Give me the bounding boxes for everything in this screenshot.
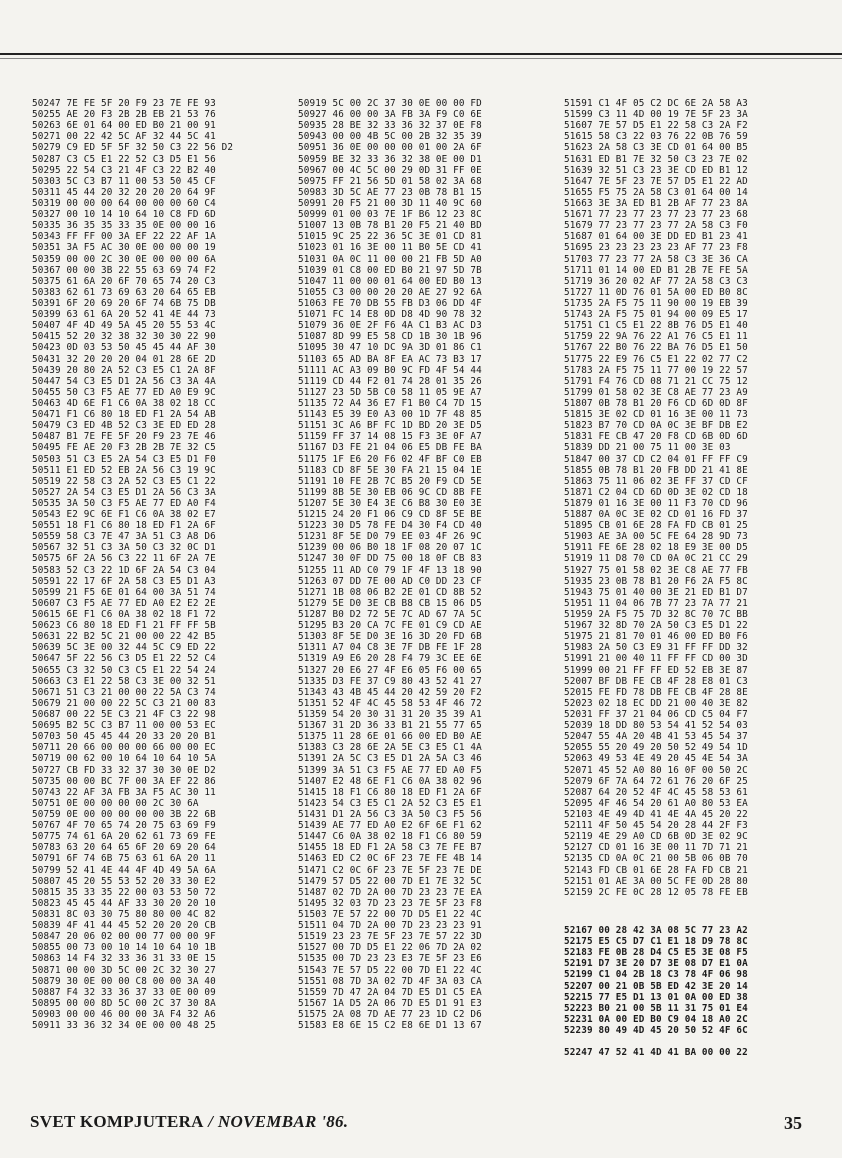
listing-line: 51039 01 C8 00 ED B0 21 97 5D 7B: [298, 264, 482, 276]
listing-line: 51047 11 00 00 01 64 00 ED B0 13: [298, 275, 482, 287]
listing-line: 51695 23 23 23 23 23 AF 77 23 F8: [564, 242, 748, 254]
listing-line: 51263 07 DD 7E 00 AD C0 DD 23 CF: [298, 575, 482, 587]
listing-line: 52199 C1 04 2B 18 C3 78 4F 06 98: [564, 969, 748, 981]
listing-line: 52063 49 53 4E 49 20 45 4E 54 3A: [564, 753, 748, 765]
listing-line: 50511 E1 ED 52 EB 2A 56 C3 19 9C: [32, 464, 216, 476]
listing-line: 52183 FE 0B 28 D4 C5 E5 3E 08 F5: [564, 947, 748, 959]
listing-line: 52191 D7 3E 20 D7 3E 08 D7 E1 0A: [564, 958, 748, 970]
listing-line: 52071 45 52 A0 80 16 0F 00 50 2C: [564, 764, 748, 776]
listing-line: 50735 00 00 BC 7F 00 3A EF 22 86: [32, 775, 216, 787]
listing-line: 50855 00 73 00 10 14 10 64 10 1B: [32, 942, 216, 954]
listing-line: 50455 50 C3 F5 AE 77 ED A0 E9 9C: [32, 386, 216, 398]
listing-line: 51207 5E 30 E4 3E C6 B8 30 E0 3E: [298, 497, 482, 509]
listing-line: 50831 8C 03 30 75 80 80 00 4C 82: [32, 908, 216, 920]
listing-line: 50983 3D 5C AE 77 23 0B 78 B1 15: [298, 186, 482, 198]
listing-line: 52055 55 20 49 20 50 52 49 54 1D: [564, 742, 748, 754]
page-number: 35: [784, 1113, 802, 1133]
listing-line: 50543 E2 9C 6E F1 C6 0A 38 02 E7: [32, 509, 216, 521]
listing-line: 50639 5C 3E 00 32 44 5C C9 ED 22: [32, 642, 216, 654]
listing-column-1: [32, 98, 287, 1031]
listing-line: 51455 18 ED F1 2A 58 C3 7E FE B7: [298, 842, 482, 854]
listing-line: 51391 2A 5C C3 E5 D1 2A 5A C3 46: [298, 753, 482, 765]
listing-line: 50351 3A F5 AC 30 0E 00 00 00 19: [32, 242, 216, 254]
listing-line: 52047 55 4A 20 4B 41 53 45 54 37: [564, 731, 748, 743]
listing-line: 51551 08 7D 3A 02 7D 4F 3A 03 CA: [298, 975, 482, 987]
listing-line: 51615 58 C3 22 03 76 22 0B 76 59: [564, 131, 748, 143]
listing-line: 51567 1A D5 2A 06 7D E5 D1 91 E3: [298, 997, 482, 1009]
listing-line: 51111 AC A3 09 B0 9C FD 4F 54 44: [298, 364, 482, 376]
listing-line: 52247 47 52 41 4D 41 BA 00 00 22: [564, 1047, 748, 1059]
listing-line: 51647 7E 5F 23 7E 57 D5 E1 22 AD: [564, 175, 748, 187]
listing-line: 52215 77 E5 D1 13 01 0A 00 ED 38: [564, 991, 748, 1003]
listing-line: 51271 1B 08 06 B2 2E 01 CD 8B 52: [298, 586, 482, 598]
listing-line: 50951 36 0E 00 00 00 01 00 2A 6F: [298, 142, 482, 154]
listing-line: 51415 18 F1 C6 80 18 ED F1 2A 6F: [298, 786, 482, 798]
listing-line: 51071 FC 14 E8 0D D8 4D 90 78 32: [298, 309, 482, 321]
listing-line: 51791 F4 76 CD 08 71 21 CC 75 12: [564, 375, 748, 387]
listing-line: 51087 8D 99 E5 58 CD 1B 30 1B 96: [298, 331, 482, 343]
listing-line: 50903 00 00 46 00 00 3A F4 32 A6: [32, 1008, 216, 1020]
listing-line: 52039 18 DD 80 53 54 41 52 54 03: [564, 720, 748, 732]
listing-line: 51815 3E 02 CD 01 16 3E 00 11 73: [564, 409, 748, 421]
listing-line: 52143 FD CB 01 6E 28 FA FD CB 21: [564, 864, 748, 876]
listing-line: 51951 11 04 06 7B 77 23 7A 77 21: [564, 597, 748, 609]
listing-line: 51751 C1 C5 E1 22 8B 76 D5 E1 40: [564, 320, 748, 332]
listing-line: 50423 0D 03 53 50 45 45 44 AF 30: [32, 342, 216, 354]
top-rule: [0, 53, 842, 55]
footer-separator: /: [203, 1112, 218, 1131]
listing-line: 50919 5C 00 2C 37 30 0E 00 00 FD: [298, 98, 482, 109]
listing-line: 50631 22 B2 5C 21 00 00 22 42 B5: [32, 631, 216, 643]
listing-line: 50703 50 45 45 44 20 33 20 20 B1: [32, 731, 216, 743]
listing-line: 52031 FF 37 21 04 06 CD C5 04 F7: [564, 709, 748, 721]
listing-line: 50783 63 20 64 65 6F 20 69 20 64: [32, 842, 216, 854]
listing-line: 51831 FE CB 47 20 F8 CD 6B 0D 6D: [564, 431, 748, 443]
listing-line: 51607 7E 57 D5 E1 22 58 C3 2A F2: [564, 120, 748, 132]
magazine-name: SVET KOMPJUTERA: [30, 1112, 204, 1131]
listing-line: 50999 01 00 03 7E 1F B6 12 23 8C: [298, 209, 482, 221]
listing-line: 51495 32 03 7D 23 23 7E 5F 23 F8: [298, 897, 482, 909]
listing-line: 51031 0A 0C 11 00 00 21 FB 5D A0: [298, 253, 482, 265]
listing-line: 52103 4E 49 4D 41 4E 4A 45 20 22: [564, 809, 748, 820]
listing-line: 50495 FE AE 20 F3 2B 2B 7E 32 C5: [32, 442, 216, 454]
listing-line: 51687 01 64 00 3E DD ED B1 23 41: [564, 231, 748, 243]
listing-line: 52223 B0 21 00 5B 11 31 75 01 E4: [564, 1002, 748, 1014]
listing-line: 50623 C6 80 18 ED F1 21 FF FF 5B: [32, 620, 216, 632]
listing-line: 50727 CB FD 33 32 37 30 30 0E D2: [32, 764, 216, 776]
listing-line: 51583 E8 6E 15 C2 E8 6E D1 13 67: [298, 1020, 482, 1032]
listing-line: 50559 58 C3 7E 47 3A 51 C3 A8 D6: [32, 531, 216, 543]
listing-line: 52159 2C FE 0C 28 12 05 78 FE EB: [564, 886, 748, 898]
listing-line: 50375 61 6A 20 6F 70 65 74 20 C3: [32, 275, 216, 287]
listing-line: 50335 36 35 35 33 35 0E 00 00 16: [32, 220, 216, 232]
listing-line: 51703 77 23 77 2A 58 C3 3E 36 CA: [564, 253, 748, 265]
listing-line: 51191 10 FE 2B 7C B5 20 F9 CD 5E: [298, 475, 482, 487]
listing-line: 51319 A9 E6 20 28 F4 79 3C EE 6E: [298, 653, 482, 665]
listing-line: 50271 00 22 42 5C AF 32 44 5C 41: [32, 131, 216, 143]
listing-line: 50991 20 F5 21 00 3D 11 40 9C 60: [298, 197, 482, 209]
listing-line: 50551 18 F1 C6 80 18 ED F1 2A 6F: [32, 520, 216, 532]
listing-line: 50463 4D 6E F1 C6 0A 38 02 18 CC: [32, 397, 216, 409]
listing-line: 51399 3A 51 C3 F5 AE 77 ED A0 F5: [298, 764, 482, 776]
listing-line: 50303 5C C3 B7 11 00 53 50 45 CF: [32, 175, 216, 187]
listing-line: 50791 6F 74 6B 75 63 61 6A 20 11: [32, 853, 216, 865]
listing-line: 50471 F1 C6 80 18 ED F1 2A 54 AB: [32, 409, 216, 421]
listing-column-2: [298, 98, 553, 1031]
listing-line: 52151 01 AE 3A 00 5C FE 0D 28 80: [564, 875, 748, 887]
listing-line: 52231 0A 00 ED B0 C9 04 18 A0 2C: [564, 1013, 748, 1025]
listing-line: 52207 00 21 0B 5B ED 42 3E 20 14: [564, 980, 748, 992]
page-footer: [30, 1112, 810, 1136]
listing-line: 51839 DD 21 00 75 11 00 3E 03: [564, 442, 731, 454]
listing-line: 50295 22 54 C3 21 4F C3 22 B2 40: [32, 164, 216, 176]
listing-line: 51311 A7 04 C8 3E 7F DB FE 1F 28: [298, 642, 482, 654]
listing-line: 51287 B0 D2 72 5E 7C AD 67 7A 5C: [298, 609, 482, 621]
listing-line: 51239 00 06 B0 18 1F 08 20 07 1C: [298, 542, 482, 554]
listing-line: 51423 54 C3 E5 C1 2A 52 C3 E5 E1: [298, 797, 482, 809]
listing-line: 51663 3E 3A ED B1 2B AF 77 23 8A: [564, 197, 748, 209]
listing-line: 50311 45 44 20 32 20 20 20 64 9F: [32, 186, 216, 198]
listing-line: 51447 C6 0A 38 02 18 F1 C6 80 59: [298, 831, 482, 843]
listing-line: 50519 22 58 C3 2A 52 C3 E5 C1 22: [32, 475, 216, 487]
listing-line: 51431 D1 2A 56 C3 3A 50 C3 F5 56: [298, 809, 482, 820]
listing-line: 50263 6E 01 64 00 ED B0 21 00 91: [32, 120, 216, 132]
listing-line: 51671 77 23 77 23 77 23 77 23 68: [564, 209, 748, 221]
listing-line: 50567 32 51 C3 3A 50 C3 32 0C D1: [32, 542, 216, 554]
listing-line: 50607 C3 F5 AE 77 ED A0 E2 E2 2E: [32, 597, 216, 609]
listing-line: 51991 21 00 40 11 FF FF CD 00 3D: [564, 653, 748, 665]
listing-line: 51879 01 16 3E 00 11 F3 70 CD 96: [564, 497, 748, 509]
listing-line: 50327 00 10 14 10 64 10 C8 FD 6D: [32, 209, 216, 221]
listing-line: 51119 CD 44 F2 01 74 28 01 35 26: [298, 375, 482, 387]
listing-line: 51727 11 0D 76 01 5A 00 ED B0 8C: [564, 286, 748, 298]
listing-line: 50935 28 BE 32 33 36 32 37 0E F8: [298, 120, 482, 132]
listing-line: 51511 04 7D 2A 00 7D 23 23 23 91: [298, 920, 482, 932]
listing-line: 51055 C3 00 00 20 20 AE 27 92 6A: [298, 286, 482, 298]
listing-line: 51999 00 21 FF FF ED 52 EB 3E 87: [564, 664, 748, 676]
listing-line: 50711 20 66 00 00 00 66 00 00 EC: [32, 742, 216, 754]
listing-line: 50591 22 17 6F 2A 58 C3 E5 D1 A3: [32, 575, 216, 587]
listing-line: 51487 02 7D 2A 00 7D 23 23 7E EA: [298, 886, 482, 898]
listing-line: 51591 C1 4F 05 C2 DC 6E 2A 58 A3: [564, 98, 748, 109]
listing-line: 50895 00 00 8D 5C 00 2C 37 30 8A: [32, 997, 216, 1009]
listing-line: 51367 31 2D 36 33 B1 21 55 77 65: [298, 720, 482, 732]
listing-line: 51351 52 4F 4C 45 58 53 4F 46 72: [298, 697, 482, 709]
listing-line: 51631 ED B1 7E 32 50 C3 23 7E 02: [564, 153, 748, 165]
listing-line: 51223 30 D5 78 FE D4 30 F4 CD 40: [298, 520, 482, 532]
listing-line: 51175 1F E6 20 F6 02 4F BF C0 EB: [298, 453, 482, 465]
listing-line: 50319 00 00 00 64 00 00 00 60 C4: [32, 197, 216, 209]
listing-line: 51519 23 23 7E 5F 23 7E 57 22 3D: [298, 931, 482, 943]
listing-line: 51007 13 0B 78 B1 20 F5 21 40 BD: [298, 220, 482, 232]
listing-line: 50663 C3 E1 22 58 C3 3E 00 32 51: [32, 675, 216, 687]
listing-line: 51159 FF 37 14 08 15 F3 3E 0F A7: [298, 431, 482, 443]
listing-line: 50743 22 AF 3A FB 3A F5 AC 30 11: [32, 786, 216, 798]
listing-line: 51167 D3 FE 21 04 06 E5 DB FE BA: [298, 442, 482, 454]
listing-line: 50399 63 61 6A 20 52 41 4E 44 73: [32, 309, 216, 321]
listing-line: 52119 4E 29 A0 CD 6B 0D 3E 02 9C: [564, 831, 748, 843]
listing-line: 51863 75 11 06 02 3E FF 37 CD CF: [564, 475, 748, 487]
listing-line: 50255 AE 20 F3 2B 2B EB 21 53 76: [32, 109, 216, 121]
listing-line: 52007 BF DB FE CB 4F 28 E8 01 C3: [564, 675, 748, 687]
listing-line: 51151 3C A6 BF FC 1D BD 20 3E D5: [298, 420, 482, 432]
listing-line: 50799 52 41 4E 44 4F 4D 49 5A 6A: [32, 864, 216, 876]
listing-line: 51303 8F 5E D0 3E 16 3D 20 FD 6B: [298, 631, 482, 643]
listing-line: 50383 62 61 73 69 63 20 64 65 EB: [32, 286, 216, 298]
listing-line: 51927 75 01 58 02 3E C8 AE 77 FB: [564, 564, 748, 576]
listing-line: 51943 75 01 40 00 3E 21 ED B1 D7: [564, 586, 748, 598]
listing-line: 50479 C3 ED 4B 52 C3 3E ED ED 28: [32, 420, 216, 432]
listing-line: 52015 FE FD 78 DB FE CB 4F 28 8E: [564, 686, 748, 698]
listing-line: 51903 AE 3A 00 5C FE 64 28 9D 73: [564, 531, 748, 543]
listing-line: 50487 B1 7E FE 5F 20 F9 23 7E 46: [32, 431, 216, 443]
listing-line: 50751 0E 00 00 00 00 2C 30 6A: [32, 797, 199, 809]
listing-line: 52079 6F 7A 64 72 61 76 20 6F 25: [564, 775, 748, 787]
listing-line: 51231 8F 5E D0 79 EE 03 4F 26 9C: [298, 531, 482, 543]
listing-line: 51919 11 D8 70 CD 0A 0C 21 CC 29: [564, 553, 748, 565]
listing-line: 51279 5E D0 3E CB B8 CB 15 06 D5: [298, 597, 482, 609]
issue-date: NOVEMBAR '86.: [217, 1112, 349, 1131]
listing-line: 50415 52 20 32 38 32 30 30 22 90: [32, 331, 216, 343]
listing-line: 51759 22 9A 76 22 A1 76 C5 E1 11: [564, 331, 748, 343]
listing-line: 51079 36 0E 2F F6 4A C1 B3 AC D3: [298, 320, 482, 332]
listing-line: 52175 E5 C5 D7 C1 E1 18 D9 78 8C: [564, 936, 748, 948]
listing-line: 50679 21 00 00 22 5C C3 21 00 83: [32, 697, 216, 709]
listing-line: 51255 11 AD C0 79 1F 4F 13 18 90: [298, 564, 482, 576]
listing-line: 51911 FE 6E 28 02 18 E9 3E 00 D5: [564, 542, 748, 554]
listing-line: 51799 01 58 02 3E C8 AE 77 23 A9: [564, 386, 748, 398]
listing-line: 51127 23 5D 5B C0 58 11 05 9E A7: [298, 386, 482, 398]
listing-line: 51743 2A F5 75 01 94 00 09 E5 17: [564, 309, 748, 321]
listing-line: 52239 80 49 4D 45 20 50 52 4F 6C: [564, 1024, 748, 1036]
listing-line: 50687 00 22 5E C3 21 4F C3 22 98: [32, 709, 216, 721]
listing-line: 50343 FF FF 00 3A EF 22 22 AF 1A: [32, 231, 216, 243]
listing-line: 50927 46 00 00 3A FB 3A F9 C0 6E: [298, 109, 482, 121]
listing-line: 51847 00 37 CD C2 04 01 FF FF C9: [564, 453, 748, 465]
listing-line: 50967 00 4C 5C 00 29 0D 31 FF 0E: [298, 164, 482, 176]
listing-line: 52087 64 20 52 4F 4C 45 58 53 61: [564, 786, 748, 798]
listing-line: 50647 5F 22 56 C3 D5 E1 22 52 C4: [32, 653, 216, 665]
listing-line: 51327 20 E6 27 4F E6 05 F6 00 65: [298, 664, 482, 676]
listing-line: 50823 45 45 44 AF 33 30 20 20 10: [32, 897, 216, 909]
listing-line: 52167 00 28 42 3A 08 5C 77 23 A2: [564, 925, 748, 936]
listing-line: 50287 C3 C5 E1 22 52 C3 D5 E1 56: [32, 153, 216, 165]
listing-line: 51335 D3 FE 37 C9 80 43 52 41 27: [298, 675, 482, 687]
listing-line: 50583 52 C3 22 1D 6F 2A 54 C3 04: [32, 564, 216, 576]
listing-line: 51359 54 20 30 31 31 20 35 39 A1: [298, 709, 482, 721]
listing-line: 51983 2A 50 C3 E9 31 FF FF DD 32: [564, 642, 748, 654]
listing-line: 51463 ED C2 0C 6F 23 7E FE 4B 14: [298, 853, 482, 865]
listing-line: 50911 33 36 32 34 0E 00 00 48 25: [32, 1020, 216, 1032]
listing-line: 50535 3A 50 C3 F5 AE 77 ED A0 F4: [32, 497, 216, 509]
listing-line: 50839 4F 41 44 45 52 20 20 20 CB: [32, 920, 216, 932]
listing-line: 50447 54 C3 E5 D1 2A 56 C3 3A 4A: [32, 375, 216, 387]
listing-line: 50527 2A 54 C3 E5 D1 2A 56 C3 3A: [32, 486, 216, 498]
listing-line: 51295 B3 20 CA 7C FE 01 C9 CD AE: [298, 620, 482, 632]
listing-line: 51975 21 81 70 01 46 00 ED B0 F6: [564, 631, 748, 643]
listing-column-4-bold: [564, 925, 819, 1058]
listing-line: 51375 11 28 6E 01 66 00 ED B0 AE: [298, 731, 482, 743]
listing-line: 50407 4F 4D 49 5A 45 20 55 53 4C: [32, 320, 216, 332]
listing-line: 51871 C2 04 CD 6D 0D 3E 02 CD 18: [564, 486, 748, 498]
listing-line: 51439 AE 77 ED A0 E2 6F 6E F1 62: [298, 820, 482, 832]
listing-line: 50615 6E F1 C6 0A 38 02 18 F1 72: [32, 609, 216, 621]
listing-line: 50671 51 C3 21 00 00 22 5A C3 74: [32, 686, 216, 698]
listing-line: 51735 2A F5 75 11 90 00 19 EB 39: [564, 297, 748, 309]
listing-column-3: [564, 98, 819, 898]
listing-line: 50871 00 00 3D 5C 00 2C 32 30 27: [32, 964, 216, 976]
listing-line: 50807 45 20 55 53 52 20 33 30 E2: [32, 875, 216, 887]
listing-line: 51959 2A F5 75 7D 32 8C 70 7C BB: [564, 609, 748, 621]
listing-line: 51135 72 A4 36 E7 F1 B0 C4 7D 15: [298, 397, 482, 409]
listing-line: 51623 2A 58 C3 3E CD 01 64 00 B5: [564, 142, 748, 154]
listing-line: 51679 77 23 77 23 77 2A 58 C3 F0: [564, 220, 748, 232]
top-rule-thin: [0, 58, 842, 59]
listing-line: 50815 35 33 35 22 00 03 53 50 72: [32, 886, 216, 898]
listing-line: 51823 B7 70 CD 0A 0C 3E BF DB E2: [564, 420, 748, 432]
listing-line: 50975 FF 21 56 5D 01 58 02 3A 68: [298, 175, 482, 187]
listing-line: 51383 C3 28 6E 2A 5E C3 E5 C1 4A: [298, 742, 482, 754]
listing-line: 51783 2A F5 75 11 77 00 19 22 57: [564, 364, 748, 376]
listing-line: 51103 65 AD BA 8F EA AC 73 B3 17: [298, 353, 482, 365]
listing-line: 51535 00 7D 23 23 E3 7E 5F 23 E6: [298, 953, 482, 965]
listing-line: 51575 2A 08 7D AE 77 23 1D C2 D6: [298, 1008, 482, 1020]
listing-line: 50367 00 00 3B 22 55 63 69 74 F2: [32, 264, 216, 276]
listing-line: 50503 51 C3 E5 2A 54 C3 E5 D1 F0: [32, 453, 216, 465]
listing-line: 51807 0B 78 B1 20 F6 CD 6D 0D 8F: [564, 397, 748, 409]
listing-line: 51343 43 4B 45 44 20 42 59 20 F2: [298, 686, 482, 698]
listing-line: 51527 00 7D D5 E1 22 06 7D 2A 02: [298, 942, 482, 954]
listing-line: 51935 23 0B 78 B1 20 F6 2A F5 8C: [564, 575, 748, 587]
listing-line: 51639 32 51 C3 23 3E CD ED B1 12: [564, 164, 748, 176]
listing-line: 50247 7E FE 5F 20 F9 23 7E FE 93: [32, 98, 216, 109]
listing-line: 51143 E5 39 E0 A3 00 1D 7F 48 85: [298, 409, 482, 421]
listing-line: 50391 6F 20 69 20 6F 74 6B 75 DB: [32, 297, 216, 309]
listing-line: 51895 CB 01 6E 28 FA FD CB 01 25: [564, 520, 748, 532]
listing-line: 52111 4F 50 45 54 20 28 44 2F F3: [564, 820, 748, 832]
listing-line: 51599 C3 11 4D 00 19 7E 5F 23 3A: [564, 109, 748, 121]
listing-line: 50599 21 F5 6E 01 64 00 3A 51 74: [32, 586, 216, 598]
listing-line: 51767 22 B0 76 22 BA 76 D5 E1 50: [564, 342, 748, 354]
listing-line: 50695 B2 5C C3 B7 11 00 00 53 EC: [32, 720, 216, 732]
listing-line: 50863 14 F4 32 33 36 31 33 0E 15: [32, 953, 216, 965]
listing-line: 51479 57 D5 22 00 7D E1 7E 32 5C: [298, 875, 482, 887]
listing-line: 51247 30 0F DD 75 00 18 0F CB 83: [298, 553, 482, 565]
listing-line: 50575 6F 2A 56 C3 22 11 6F 2A 7E: [32, 553, 216, 565]
listing-line: 50431 32 20 20 20 04 01 28 6E 2D: [32, 353, 216, 365]
listing-line: 52023 02 18 EC DD 21 00 40 3E 82: [564, 697, 748, 709]
listing-line: 50439 20 80 2A 52 C3 E5 C1 2A 8F: [32, 364, 216, 376]
listing-line: 51199 8B 5E 30 EB 06 9C CD 8B FE: [298, 486, 482, 498]
listing-line: 51063 FE 70 DB 55 FB D3 06 DD 4F: [298, 297, 482, 309]
listing-line: 50879 30 0E 00 00 C8 00 00 3A 40: [32, 975, 216, 987]
listing-line: 51183 CD 8F 5E 30 FA 21 15 04 1E: [298, 464, 482, 476]
listing-line: 50959 BE 32 33 36 32 38 0E 00 D1: [298, 153, 482, 165]
listing-line: 50655 C3 32 50 C3 C5 E1 22 54 24: [32, 664, 216, 676]
listing-line: 50767 4F 70 65 74 20 75 63 69 F9: [32, 820, 216, 832]
listing-line: 51095 30 47 10 DC 9A 3D 01 86 C1: [298, 342, 482, 354]
listing-line: 51471 C2 0C 6F 23 7E 5F 23 7E DE: [298, 864, 482, 876]
listing-line: 50887 F4 32 33 36 37 33 0E 00 09: [32, 986, 216, 998]
listing-line: 51407 E2 48 6E F1 C6 0A 38 02 96: [298, 775, 482, 787]
listing-line: 51655 F5 75 2A 58 C3 01 64 00 14: [564, 186, 748, 198]
listing-line: 51711 01 14 00 ED B1 2B 7E FE 5A: [564, 264, 748, 276]
listing-line: 51543 7E 57 D5 22 00 7D E1 22 4C: [298, 964, 482, 976]
listing-line: 51215 24 20 F1 06 C9 CD 8F 5E BE: [298, 509, 482, 521]
listing-line: 50775 74 61 6A 20 62 61 73 69 FE: [32, 831, 216, 843]
listing-line: 52095 4F 46 54 20 61 A0 80 53 EA: [564, 797, 748, 809]
listing-line: 51023 01 16 3E 00 11 B0 5E CD 41: [298, 242, 482, 254]
listing-line: 50719 00 62 00 10 64 10 64 10 5A: [32, 753, 216, 765]
listing-line: 50759 0E 00 00 00 00 00 3B 22 6B: [32, 809, 216, 820]
listing-line: 51967 32 8D 70 2A 50 C3 E5 D1 22: [564, 620, 748, 632]
listing-line: 50943 00 00 4B 5C 00 2B 32 35 39: [298, 131, 482, 143]
listing-line: 51887 0A 0C 3E 02 CD 01 16 FD 37: [564, 509, 748, 521]
listing-line: 50279 C9 ED 5F 5F 32 50 C3 22 56 D2: [32, 142, 234, 154]
listing-line: 51775 22 E9 76 C5 E1 22 02 77 C2: [564, 353, 748, 365]
listing-line: 50847 20 06 02 00 00 77 00 00 9F: [32, 931, 216, 943]
listing-line: 52127 CD 01 16 3E 00 11 7D 71 21: [564, 842, 748, 854]
listing-line: 50359 00 00 2C 30 0E 00 00 00 6A: [32, 253, 216, 265]
listing-line: 51719 36 20 02 AF 77 2A 58 C3 C3: [564, 275, 748, 287]
listing-line: 51559 7D 47 2A 04 7D E5 D1 C5 EA: [298, 986, 482, 998]
listing-line: 52135 CD 0A 0C 21 00 5B 06 0B 70: [564, 853, 748, 865]
listing-line: 51503 7E 57 22 00 7D D5 E1 22 4C: [298, 908, 482, 920]
listing-line: 51855 0B 78 B1 20 FB DD 21 41 8E: [564, 464, 748, 476]
listing-line: 51015 9C 25 22 36 5C 3E 01 CD 81: [298, 231, 482, 243]
listing-line: [564, 1036, 819, 1047]
